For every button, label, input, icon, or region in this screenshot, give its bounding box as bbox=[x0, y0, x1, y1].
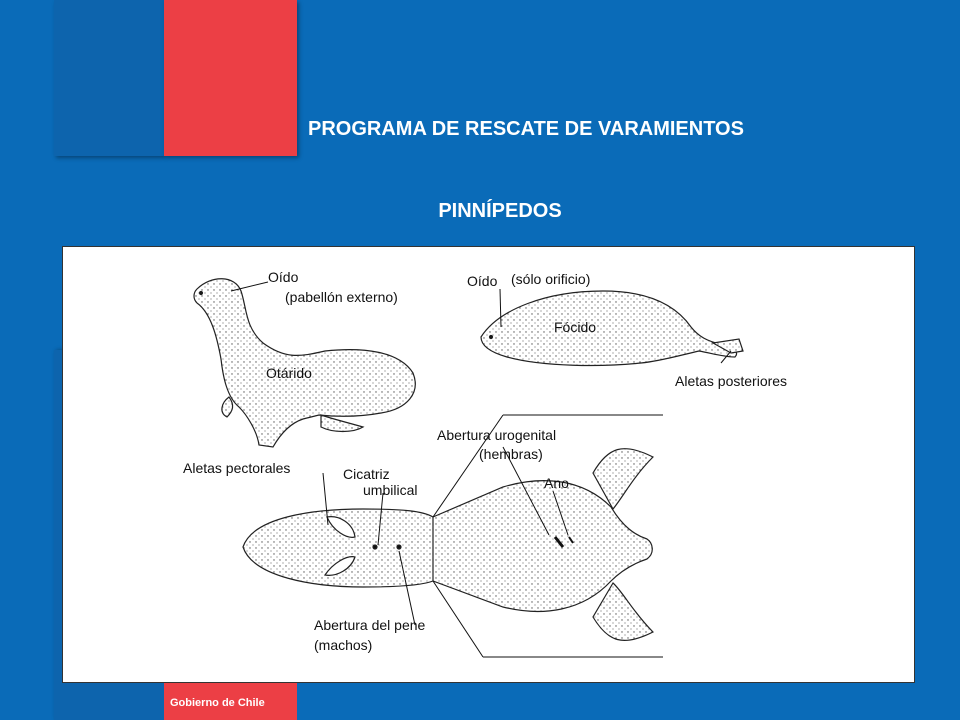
label-ano: Ano bbox=[544, 475, 569, 491]
label-solo-orificio: (sólo orificio) bbox=[511, 271, 591, 287]
page-title: PROGRAMA DE RESCATE DE VARAMIENTOS bbox=[308, 118, 744, 140]
label-machos: (machos) bbox=[314, 637, 373, 653]
label-pabellon-externo: (pabellón externo) bbox=[285, 289, 398, 305]
focido-drawing bbox=[481, 291, 743, 365]
ventral-view-drawing bbox=[243, 449, 653, 641]
label-oido-focido: Oído bbox=[467, 273, 498, 289]
label-aletas-posteriores: Aletas posteriores bbox=[675, 373, 788, 389]
gobierno-logo-text: Gobierno de Chile bbox=[170, 697, 265, 709]
label-abertura-urogenital: Abertura urogenital bbox=[437, 427, 557, 443]
label-otarido: Otárido bbox=[266, 365, 312, 381]
label-hembras: (hembras) bbox=[479, 446, 543, 462]
label-oido-otarido: Oído bbox=[268, 269, 299, 285]
diagram-panel bbox=[62, 246, 915, 683]
label-abertura-pene: Abertura del pene bbox=[314, 617, 426, 633]
page-subtitle: PINNÍPEDOS bbox=[438, 200, 562, 222]
logo-blue-block-top bbox=[54, 0, 164, 156]
label-focido: Fócido bbox=[554, 319, 597, 335]
label-aletas-pectorales: Aletas pectorales bbox=[183, 460, 291, 476]
logo-red-block-top bbox=[164, 0, 297, 156]
label-cicatriz: Cicatriz bbox=[343, 466, 390, 482]
label-umbilical: umbilical bbox=[363, 482, 418, 498]
